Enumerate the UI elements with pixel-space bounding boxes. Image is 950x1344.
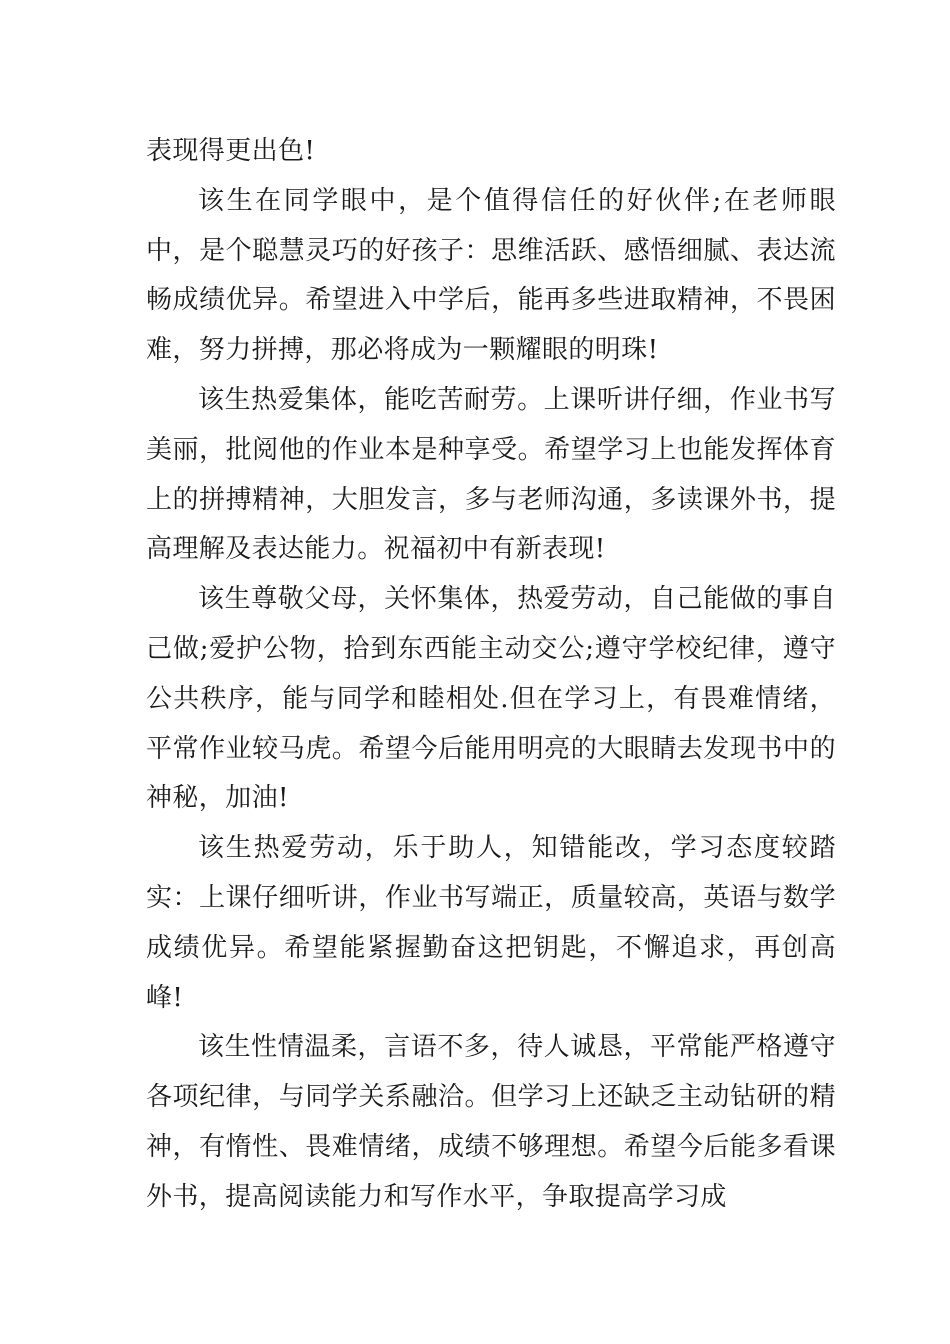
paragraph-6: 该生性情温柔，言语不多，待人诚恳，平常能严格遵守各项纪律，与同学关系融洽。但学习上还缺乏主动钻研的精神，有惰性、畏难情绪，成绩不够理想。希望今后能多看课外书，提高阅读能力和写作水平，争取提高学习成 [146,1032,836,1212]
paragraph-2: 该生在同学眼中，是个值得信任的好伙伴;在老师眼中，是个聪慧灵巧的好孩子：思维活跃、感悟细腻、表达流畅成绩优异。希望进入中学后，能再多些进取精神，不畏困难，努力拼搏，那必将成为一颗耀眼的明珠! [146,185,836,366]
document-body [146,127,836,1223]
paragraph-1: 表现得更出色! [146,136,316,166]
paragraph-4: 该生尊敬父母，关怀集体，热爱劳动，自己能做的事自己做;爱护公物，拾到东西能主动交公;遵守学校纪律，遵守公共秩序，能与同学和睦相处.但在学习上，有畏难情绪，平常作业较马虎。希望今后能用明亮的大眼睛去发现书中的神秘，加油! [146,584,836,814]
paragraph-3: 该生热爱集体，能吃苦耐劳。上课听讲仔细，作业书写美丽，批阅他的作业本是种享受。希望学习上也能发挥体育上的拼搏精神，大胆发言，多与老师沟通，多读课外书，提高理解及表达能力。祝福初中有新表现! [146,384,836,565]
paragraph-5: 该生热爱劳动，乐于助人，知错能改，学习态度较踏实：上课仔细听讲，作业书写端正，质量较高，英语与数学成绩优异。希望能紧握勤奋这把钥匙，不懈追求，再创高峰! [146,833,836,1013]
